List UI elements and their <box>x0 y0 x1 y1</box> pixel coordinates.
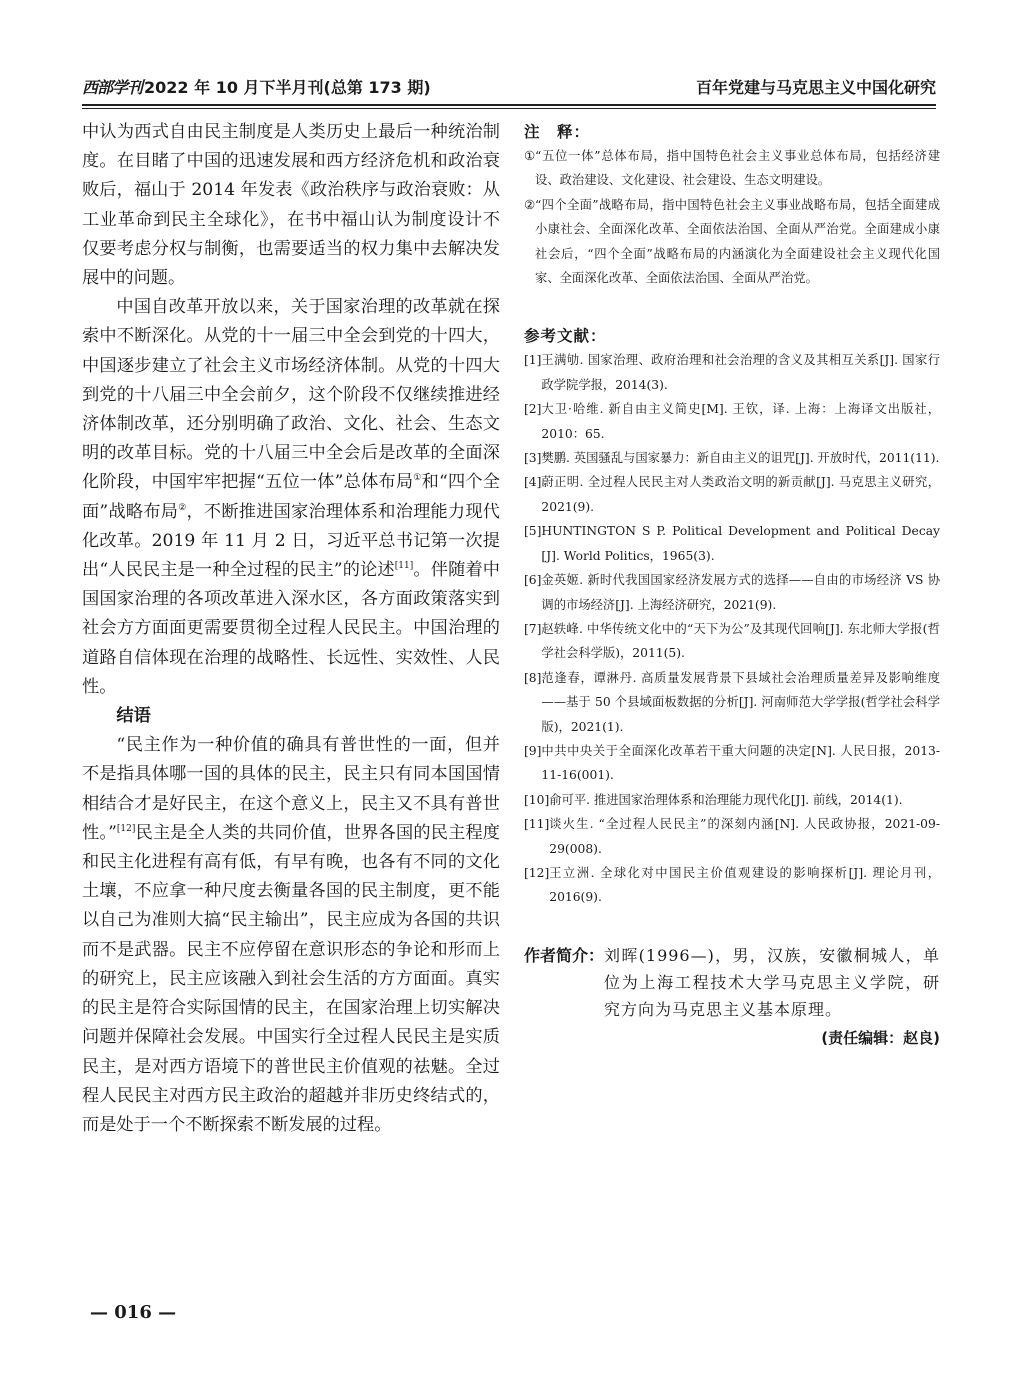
reference-item <box>524 519 940 568</box>
citation-marker[interactable]: [11] <box>394 561 414 572</box>
reference-text: 范逢春，谭淋丹. 高质量发展背景下县域社会治理质量差异及影响维度——基于 50 个县域面板数据的分析[J]. 河南师范大学学报(哲学社会科学版)，2021(1). <box>541 670 940 734</box>
note-marker[interactable]: ② <box>178 502 187 513</box>
notes-section <box>524 120 940 290</box>
reference-text: 赵轶峰. 中华传统文化中的“天下为公”及其现代回响[J]. 东北师大学报(哲学社会科学版)，2011(5). <box>541 621 940 661</box>
text-run: 中国自改革开放以来，关于国家治理的改革就在探索中不断深化。从党的十一届三中全会到党的十四大，中国逐步建立了社会主义市场经济体制。从党的十四大到党的十八届三中全会前夕，这个阶段不仅继续推进经济体制改革，还分别明确了政治、文化、社会、生态文明的改革目标。党的十八届三中全会后是改革的全面深化阶段，中国牢牢把握“五位一体”总体布局 <box>82 297 500 493</box>
text-run: 和“四个全面”战略布局 <box>82 472 500 522</box>
notes-references-column <box>524 120 940 1048</box>
journal-issue <box>82 75 431 98</box>
text-run: ，不断推进国家治理体系和治理能力现代化改革。2019 年 11 月 2 日，习近平总书记第一次提出“人民民主是一种全过程的民主”的论述 <box>82 501 500 581</box>
reference-item <box>524 739 940 788</box>
main-text-column <box>82 118 500 1140</box>
reference-item <box>524 446 940 470</box>
reference-text: HUNTINGTON S P. Political Development and Political Decay [J]. World Politics，1965(3). <box>541 524 940 563</box>
reference-number: [10] <box>524 792 550 807</box>
section-heading: 结语 <box>116 706 151 727</box>
reference-text: 蔚正明. 全过程人民民主对人类政治文明的新贡献[J]. 马克思主义研究，2021(9). <box>541 475 940 514</box>
note-text: “五位一体”总体布局，指中国特色社会主义事业总体布局，包括经济建设、政治建设、文化建设、社会建设、生态文明建设。 <box>535 149 940 188</box>
reference-number: [3] <box>524 451 542 466</box>
reference-item <box>524 861 940 910</box>
author-text: 刘晖(1996—)，男，汉族，安徽桐城人，单位为上海工程技术大学马克思主义学院，研究方向为马克思主义基本原理。 <box>604 945 940 1019</box>
journal-logo: 西部学刊 <box>82 77 143 97</box>
header-rule <box>82 104 936 109</box>
reference-text: 中共中央关于全面深化改革若干重大问题的决定[N]. 人民日报，2013-11-16(001). <box>541 743 940 783</box>
page-header <box>82 72 936 100</box>
reference-item <box>524 397 940 446</box>
reference-number: [6] <box>524 573 542 588</box>
reference-text: 谈火生. “全过程人民民主”的深刻内涵[N]. 人民政协报，2021-09-29(008). <box>549 817 940 856</box>
reference-text: 王满劬. 国家治理、政府治理和社会治理的含义及其相互关系[J]. 国家行政学院学报，2014(3). <box>541 353 940 392</box>
text-run: 。伴随着中国国家治理的各项改革进入深水区，各方面政策落实到社会方方面面更需要贯彻全过程人民民主。中国治理的道路自信体现在治理的战略性、长远性、实效性、人民性。 <box>82 560 500 697</box>
reference-number: [7] <box>524 621 542 636</box>
notes-title: 注 释： <box>524 123 591 141</box>
reference-number: [11] <box>524 817 550 832</box>
text-run: “民主作为一种价值的确具有普世性的一面，但并不是指具体哪一国的具体的民主，民主只有同本国国情相结合才是好民主，在这个意义上，民主又不具有普世性。” <box>82 735 500 843</box>
reference-number: [4] <box>524 475 542 490</box>
reference-number: [12] <box>524 865 550 880</box>
note-mark: ① <box>524 149 536 163</box>
reference-item <box>524 617 940 666</box>
reference-text: 俞可平. 推进国家治理体系和治理能力现代化[J]. 前线，2014(1). <box>549 792 903 807</box>
author-bio <box>524 942 940 1023</box>
citation-marker[interactable]: [12] <box>116 823 136 834</box>
text-run: 民主是全人类的共同价值，世界各国的民主程度和民主化进程有高有低，有早有晚，也各有不同的文化土壤，不应拿一种尺度去衡量各国的民主制度，更不能以自己为准则大搞“民主输出”，民主应成为各国的共识而不是武器。民主不应停留在意识形态的争论和形而上的研究上，民主应该融入到社会生活的方方面面。真实的民主是符合实际国情的民主，在国家治理上切实解决问题并保障社会发展。中国实行全过程人民民主是实质民主，是对西方语境下的普世民主价值观的祛魅。全过程人民民主对西方民主政治的超越并非历史终结式的，而是处于一个不断探索不断发展的过程。 <box>82 822 500 1135</box>
reference-number: [1] <box>524 353 542 368</box>
reference-number: [9] <box>524 743 542 758</box>
responsible-editor: (责任编辑：赵良) <box>821 1028 940 1047</box>
references-section <box>524 324 940 909</box>
reference-number: [2] <box>524 402 542 417</box>
references-title: 参考文献： <box>524 327 607 346</box>
note-marker[interactable]: ① <box>413 473 422 484</box>
reference-number: [5] <box>524 524 542 539</box>
reference-item <box>524 348 940 397</box>
reference-text: 金英姬. 新时代我国国家经济发展方式的选择——自由的市场经济 VS 协调的市场经济[J]. 上海经济研究，2021(9). <box>541 573 940 612</box>
reference-text: 樊鹏. 英国骚乱与国家暴力：新自由主义的诅咒[J]. 开放时代，2011(11). <box>541 451 940 466</box>
issue-info: 2022 年 10 月下半月刊(总第 173 期) <box>144 77 431 97</box>
note-item <box>524 193 940 291</box>
reference-item <box>524 812 940 861</box>
column-title: 百年党建与马克思主义中国化研究 <box>695 77 936 97</box>
paragraph: 中认为西式自由民主制度是人类历史上最后一种统治制度。在目睹了中国的迅速发展和西方经济危机和政治衰败后，福山于 2014 年发表《政治秩序与政治衰败：从工业革命到民主全球化》，在书中福山认为制度设计不仅要考虑分权与制衡，也需要适当的权力集中去解决发展中的问题。 <box>82 122 500 289</box>
reference-item <box>524 788 940 812</box>
reference-item <box>524 470 940 519</box>
reference-number: [8] <box>524 670 542 685</box>
page-number: — 016 — <box>90 1302 177 1323</box>
references-list <box>524 348 940 909</box>
reference-item <box>524 568 940 617</box>
paragraph <box>82 731 500 1140</box>
reference-text: 王立洲. 全球化对中国民主价值观建设的影响探析[J]. 理论月刊，2016(9). <box>549 865 940 905</box>
paragraph <box>82 293 500 702</box>
reference-item <box>524 666 940 739</box>
author-label: 作者简介： <box>524 945 605 965</box>
note-item <box>524 144 940 193</box>
note-text: “四个全面”战略布局，指中国特色社会主义事业战略布局，包括全面建成小康社会、全面深化改革、全面依法治国、全面从严治党。全面建成小康社会后，“四个全面”战略布局的内涵演化为全面建设社会主义现代化国家、全面深化改革、全面依法治国、全面从严治党。 <box>535 197 940 286</box>
note-mark: ② <box>524 197 536 212</box>
reference-text: 大卫·哈维. 新自由主义简史[M]. 王钦，译. 上海：上海译文出版社，2010：65. <box>541 402 940 441</box>
